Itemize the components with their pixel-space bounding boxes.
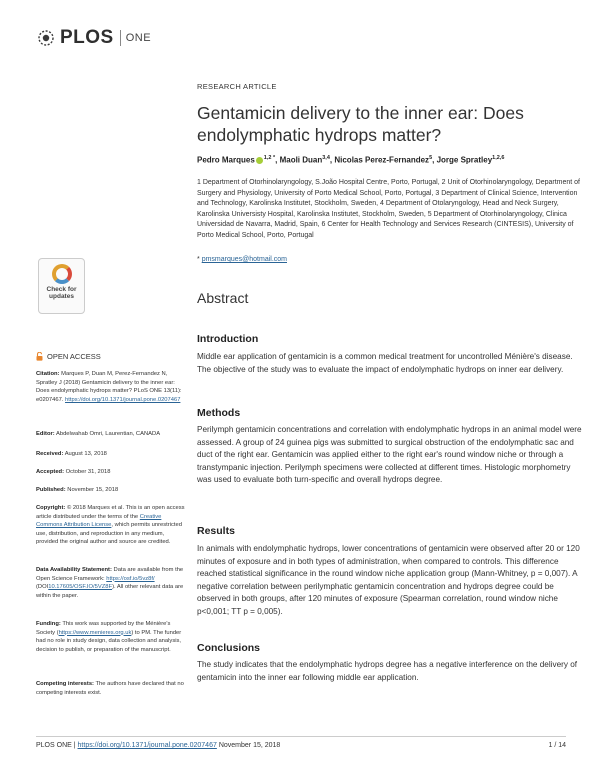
accepted-block: Accepted: October 31, 2018 bbox=[36, 469, 111, 475]
author-name: Nicolas Perez-Fernandez bbox=[334, 155, 430, 165]
section-heading-results: Results bbox=[197, 525, 235, 537]
open-lock-icon bbox=[36, 352, 43, 361]
section-body-results: In animals with endolymphatic hydrops, lower concentrations of gentamicin were observed after 20 or 120 minutes of exposure and in both types of administration, when compared to controls. This difference reached statistical significance in the round window niche application group (Mann-Whitney, p = 0,007). A negative correlation between perilymphatic gentamicin concentration and hydrops degree could be observed in both groups, after 120 minutes of exposure (Spearman correlation, round window niche p<0,001; TT p = 0,005). bbox=[197, 544, 580, 616]
author-affiliation-marker: 5 bbox=[429, 155, 433, 161]
abstract-heading: Abstract bbox=[197, 290, 249, 306]
menieres-link[interactable]: https://www.menieres.org.uk bbox=[58, 629, 132, 636]
footer-separator: | bbox=[73, 742, 76, 749]
open-access-label: OPEN ACCESS bbox=[36, 352, 101, 361]
check-for-updates-label: Check for updates bbox=[46, 286, 77, 300]
corresponding-author bbox=[197, 256, 287, 263]
author-name: Pedro Marques bbox=[197, 155, 255, 165]
doi-link[interactable]: https://doi.org/10.1371/journal.pone.0207467 bbox=[65, 396, 181, 403]
osf-doi-link[interactable]: 10.17605/OSF.IO/5VZ8F bbox=[48, 584, 113, 591]
footer-date: November 15, 2018 bbox=[218, 742, 281, 749]
footer-journal: PLOS ONE bbox=[36, 742, 72, 749]
journal-name: ONE bbox=[125, 32, 152, 44]
license-link[interactable]: Creative Commons Attribution License bbox=[36, 513, 162, 529]
logo-wordmark: PLOS bbox=[60, 27, 114, 48]
author-affiliation-marker: 1,2,6 bbox=[492, 155, 505, 161]
published-block: Published: November 15, 2018 bbox=[36, 487, 119, 493]
osf-link[interactable]: https://osf.io/5vz8f/ bbox=[106, 575, 155, 582]
section-body-methods: Perilymph gentamicin concentrations and correlation with endolymphatic hydrops in an animal model were assessed. A group of 24 guinea pigs was submitted to surgical obstruction of the endolymphatic sac and duct of the right ear. Gentamicin was applied either to the right ear's round window niche or through a transtympanic injection. Perilymph specimens were collected at different times. Histologic morphometry was used to evaluate both turn-specific and overall hydrops degree. bbox=[197, 425, 582, 485]
logo-divider bbox=[120, 30, 121, 46]
page-number: 1 / 14 bbox=[548, 742, 566, 749]
orcid-icon[interactable] bbox=[256, 157, 263, 164]
author-affiliation-marker: 3,4 bbox=[322, 155, 330, 161]
section-body-conclusions: The study indicates that the endolymphatic hydrops degree has a negative interference on the delivery of gentamicin into the inner ear following middle ear application. bbox=[197, 660, 578, 682]
section-heading-conclusions: Conclusions bbox=[197, 642, 261, 654]
affiliations: 1 Department of Otorhinolaryngology, S.João Hospital Centre, Porto, Portugal, 2 Unit of Otorhinolaryngology, Department of Surgery and Physiology, University of Porto Medical School, Porto, Portugal, 3 Department of Clinical Science, Intervention and Technology, Karolinska Institutet, Stockholm, Sweden, 4 Department of Otolaryngology, Head and Neck Surgery, Karolinska Universisty Hospital, Karolinska Institutet, Stockholm, Sweden, 5 Department of Otorhinolaryngology, Clinica Universidad de Navarra, Madrid, Spain, 6 Center for Health Technology and Services Research (CINTESIS), University of Porto Medical School, Porto, Portugal bbox=[197, 179, 580, 239]
funding-block: Funding: This work was supported by the Ménière's Society (https://www.menieres.org.uk) to PM. The funder had no role in study design, data collection and analysis, decision to publish, or preparation of the manuscript. bbox=[36, 621, 182, 653]
competing-interests-block: Competing interests: The authors have declared that no competing interests exist. bbox=[36, 681, 184, 696]
copyright-block: Copyright: © 2018 Marques et al. This is an open access article distributed under the terms of the Creative Commons Attribution License, which permits unrestricted use, distribution, and reproduction in any medium, provided the original author and source are credited. bbox=[36, 505, 185, 546]
section-heading-introduction: Introduction bbox=[197, 333, 259, 345]
article-title: Gentamicin delivery to the inner ear: Does endolymphatic hydrops matter? bbox=[197, 103, 524, 145]
author-affiliation-marker: 1,2 * bbox=[263, 155, 276, 161]
plos-logo-icon bbox=[36, 28, 56, 48]
crossmark-icon bbox=[52, 264, 72, 284]
check-for-updates-badge[interactable] bbox=[38, 258, 85, 314]
author-name: Maoli Duan bbox=[279, 155, 323, 165]
section-body-introduction: Middle ear application of gentamicin is a common medical treatment for uncontrolled Ménière's disease. The objective of the study was to evaluate the impact of endolymphatic hydrops on inner ear delivery. bbox=[197, 352, 573, 374]
author-list: Pedro Marques $^{1,2 *}$, Maoli Duan$^{3,4}$, Nicolas Perez-Fernandez$^5$, Jorge Spratley$^{1,2,6}$ bbox=[197, 155, 505, 165]
article-type: RESEARCH ARTICLE bbox=[197, 82, 277, 91]
corresponding-marker: * bbox=[197, 256, 200, 263]
corresponding-email-link[interactable]: pmsmarques@hotmail.com bbox=[201, 256, 287, 263]
plos-logo[interactable] bbox=[36, 24, 151, 52]
section-heading-methods: Methods bbox=[197, 407, 241, 419]
received-block: Received: August 13, 2018 bbox=[36, 451, 107, 457]
citation-block: Citation: Marques P, Duan M, Perez-Fernandez N, Spratley J (2018) Gentamicin delivery to the inner ear: Does endolymphatic hydrops matter? PLoS ONE 13(11): e0207467. https://doi.org/10.1371/journal.pone.0207467 bbox=[36, 371, 182, 403]
footer-doi-link[interactable]: https://doi.org/10.1371/journal.pone.0207467 bbox=[77, 742, 217, 749]
author-name: Jorge Spratley bbox=[436, 155, 493, 165]
editor-block: Editor: Abdelwahab Omri, Laurentian, CANADA bbox=[36, 431, 161, 437]
data-availability-block: Data Availability Statement: Data are available from the Open Science Framework: https://osf.io/5vz8f/ (DOI10.17605/OSF.IO/5VZ8F). All other relevant data are within the paper. bbox=[36, 567, 184, 599]
page-footer bbox=[36, 736, 566, 749]
